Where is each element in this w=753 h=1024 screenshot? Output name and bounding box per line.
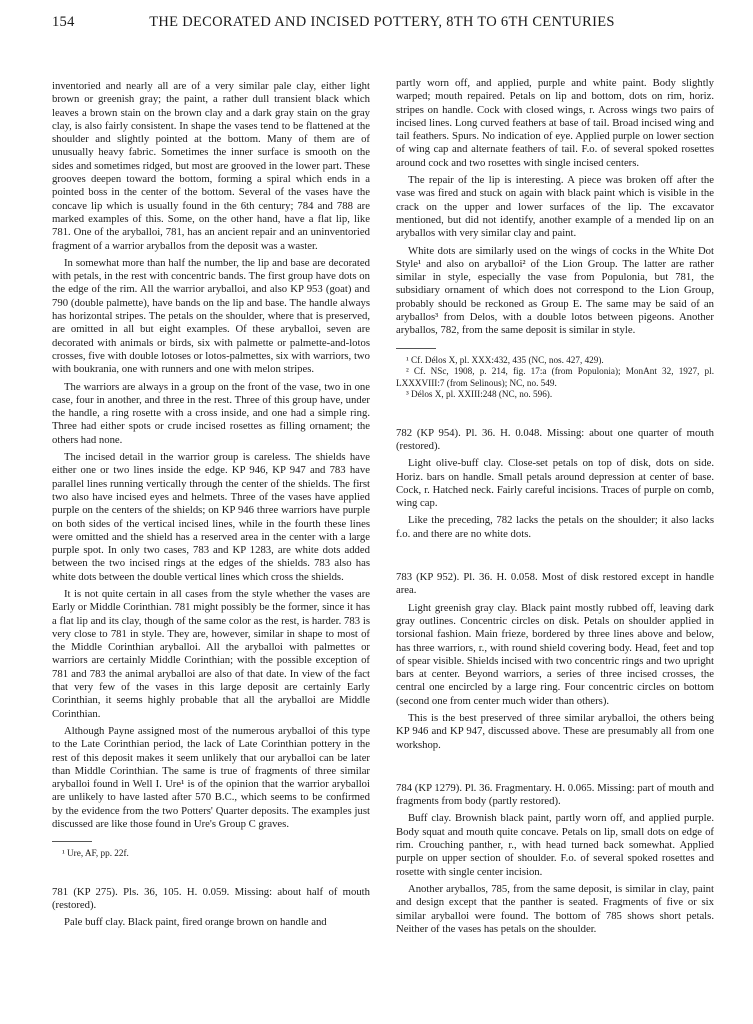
paragraph: The incised detail in the warrior group is careless. The shields have either one or two lines inside the edge. KP 946, KP 947 and 783 have parallel lines running vertically through the center of the shields. The first two also have incised eyes and helmets. Three of the vases have applied purple on the centers of the shields; on KP 946 three warriors have purple on both sides of the vertical incised lines, while in the fourth these lines were omitted and the shield has a reserved area in the center with a large purple spot. In only two cases, 783 and KP 1283, are white dots added between the two incised rings at the edges of the shields. 783 also has white dots between the double vertical lines which cross the shields. bbox=[52, 451, 370, 583]
footnote: ¹ Ure, AF, pp. 22f. bbox=[62, 848, 129, 859]
running-header bbox=[52, 14, 712, 36]
catalog-entry-781-body: Pale buff clay. Black paint, fired orange brown on handle and bbox=[64, 916, 327, 929]
paragraph: inventoried and nearly all are of a very similar pale clay, either light brown or greenish gray; the paint, a rather dull transient black which leaves a brown stain on the brown clay and a dark gray stain on the gray clay, is also fairly consistent. In shape the vases tend to be flattened at the shoulder and slightly pointed at the bottom. Many of them are of unusually heavy fabric. Sometimes the inner surface is smooth on the sides and sometimes ridged, but most are grooved in the lower part. These grooves deepen toward the bottom, forming a spiral which ends in a pointed boss in the center of the bottom. Several of the vases have the concave lip which is usually found in the 6th century; 784 and 788 are marked examples of this. Some, on the other hand, have a flat lip, like 781. One of the aryballoi, 781, has an ancient repair and an uninventoried fragment of a warrior aryballos from the deposit was a waster. bbox=[52, 80, 370, 252]
catalog-entry-782-note: Like the preceding, 782 lacks the petals on the shoulder; it also lacks f.o. and there are no white dots. bbox=[396, 514, 714, 540]
catalog-entry-784-heading: 784 (KP 1279). Pl. 36. Fragmentary. H. 0.065. Missing: part of mouth and fragments from body (partly restored). bbox=[396, 781, 714, 808]
left-column bbox=[52, 80, 370, 934]
footnote: ¹ Cf. Délos X, pl. XXX:432, 435 (NC, nos. 427, 429). bbox=[406, 354, 604, 365]
paragraph: White dots are similarly used on the wings of cocks in the White Dot Style¹ and also on aryballoi² of the Lion Group. The latter are rather similar in style, especially the vase from Populonia, but 781, the subsidiary ornament of which does not correspond to the Lion Group, probably should be reckoned as Group E. The same may be said of an aryballos³ from Delos, with a double lotos between pigeons. Another aryballos, 782, from the same deposit is similar in style. bbox=[396, 244, 714, 337]
catalog-entry-784-body: Buff clay. Brownish black paint, partly worn off, and applied purple. Body squat and mouth quite concave. Petals on lip, small dots on edge of rim. Crouching panther, r., with head turned back somewhat. Applied purple on upper section of shoulder. F.o. of several spoked rosettes and rosette with single center incision. bbox=[396, 812, 714, 878]
spacer bbox=[396, 401, 714, 427]
catalog-entry-783-note: This is the best preserved of three similar aryballoi, the others being KP 946 and KP 947, discussed above. These are presumably all from one workshop. bbox=[396, 711, 714, 751]
paragraph: It is not quite certain in all cases from the style whether the vases are Early or Middle Corinthian. 781 might possibly be the former, since it has a flat lip and its clay, though of the same color as the rest, is harder. 783 is very close to 781 in style. They are, however, similar in shape to most of the Middle Corinthian aryballoi. All the aryballoi with palmettes or warriors are certainly Middle Corinthian; with the possible exception of 781 and 783 the animal aryballoi are also of that date. In view of the fact that very few of the vases in this large deposit are certainly Early Corinthian, it seems highly probable that all the aryballoi are Middle Corinthian. bbox=[52, 587, 370, 720]
spacer bbox=[52, 860, 370, 886]
catalog-entry-783-body: Light greenish gray clay. Black paint mostly rubbed off, leaving dark gray outlines. Concentric circles on disk. Petals on shoulder applied in torsional fashion. Main frieze, bordered by three lines above and below, has three warriors, r., with round shield covering body. Head, feet and top of spear visible. Shields incised with two concentric rings and two upright bars at center. Beyond warriors, a series of three incised crosses, the central one encircled by a large ring. Four concentric circles on bottom (second one from center much wider than others). bbox=[396, 601, 714, 707]
paragraph: Although Payne assigned most of the numerous aryballoi of this type to the Late Corinthian period, the lack of Late Corinthian pottery in the rest of this deposit makes it seem unlikely that our aryballoi can be later than Middle Corinthian. The same is true of fragments of three similar aryballoi found in Well I. Ure¹ is of the opinion that the warrior aryballoi are unlikely to have lasted after 570 B.C., which seems to be confirmed by the evidence from the two Potters' Quarter deposits. The examples just discussed are like those found in Ure's Group C graves. bbox=[52, 724, 370, 831]
running-title: THE DECORATED AND INCISED POTTERY, 8TH TO 6TH CENTURIES bbox=[149, 14, 615, 30]
catalog-entry-783-heading: 783 (KP 952). Pl. 36. H. 0.058. Most of disk restored except in handle area. bbox=[396, 571, 714, 597]
catalog-entry-782-heading: 782 (KP 954). Pl. 36. H. 0.048. Missing: about one quarter of mouth (restored). bbox=[396, 426, 714, 452]
footnote: ² Cf. NSc, 1908, p. 214, fig. 17:a (from Populonia); MonAnt 32, 1927, pl. LXXXVIII:7 (from Selinous); NC, no. 549. bbox=[396, 366, 714, 388]
paragraph: The repair of the lip is interesting. A piece was broken off after the vase was fired and stuck on again with black paint which is visible in the crack on the upper and lower surfaces of the lip. The excavator mentioned, but did not identify, another example of a mended lip on an aryballos with very similar clay and paint. bbox=[396, 174, 714, 240]
right-column bbox=[396, 77, 714, 940]
paragraph: In somewhat more than half the number, the lip and base are decorated with petals, in the rest with concentric bands. The first group have dots on the edge of the rim. All the warrior aryballoi, and also KP 953 (goat) and 790 (double palmette), have bands on the lip and base. The handle always has horizontal stripes. The petals on the shoulder, where that is preserved, are omitted in all but eight examples. Of these aryballoi, seven are decorated with animals or birds, six with palmette or palmette-and-lotos crosses, five with double lotoses or lotos-palmettes, six with warriors, two with boukrania, one with runners and one with melon stripes. bbox=[52, 256, 370, 376]
spacer bbox=[396, 545, 714, 571]
footnote: ³ Délos X, pl. XXIII:248 (NC, no. 596). bbox=[406, 389, 553, 400]
catalog-entry-784-note: Another aryballos, 785, from the same deposit, is similar in clay, paint and design except that the panther is seated. Fragments of five or six similar aryballoi were found. The bottom of 785 shows short petals. Neither of the vases has petals on the shoulder. bbox=[396, 882, 714, 935]
spacer bbox=[396, 756, 714, 782]
footnote-rule bbox=[396, 348, 436, 349]
footnote-rule bbox=[52, 841, 92, 842]
catalog-entry-781-heading: 781 (KP 275). Pls. 36, 105. H. 0.059. Missing: about half of mouth (restored). bbox=[52, 885, 370, 912]
catalog-entry-782-body: Light olive-buff clay. Close-set petals on top of disk, dots on side. Horiz. bars on handle. Small petals around depression at center of base. Cock, r. Hatched neck. Fairly careful incisions. Traces of purple on comb, wing cap. bbox=[396, 457, 714, 510]
paragraph: The warriors are always in a group on the front of the vase, two in one case, four in another, and three in the rest. Three of this group have, under the handle, a ring rosette with a cross inside, and one had a simple ring. Three had either spots or crude incised rosettes as filling ornament; the others had none. bbox=[52, 380, 370, 446]
page-number: 154 bbox=[52, 14, 75, 30]
paragraph: partly worn off, and applied, purple and white paint. Body slightly warped; mouth repaired. Petals on lip and bottom, dots on rim, horiz. stripes on handle. Cock with closed wings, r. Across wings two pairs of incised lines. Long curved feathers at base of tail. Broad incised wing and tail feathers. Spurs. No indication of eye. Applied purple on lower section of wing cap and alternate feathers of tail. F.o. of several spoked rosettes around cock and two rosettes with single incised centers. bbox=[396, 77, 714, 169]
